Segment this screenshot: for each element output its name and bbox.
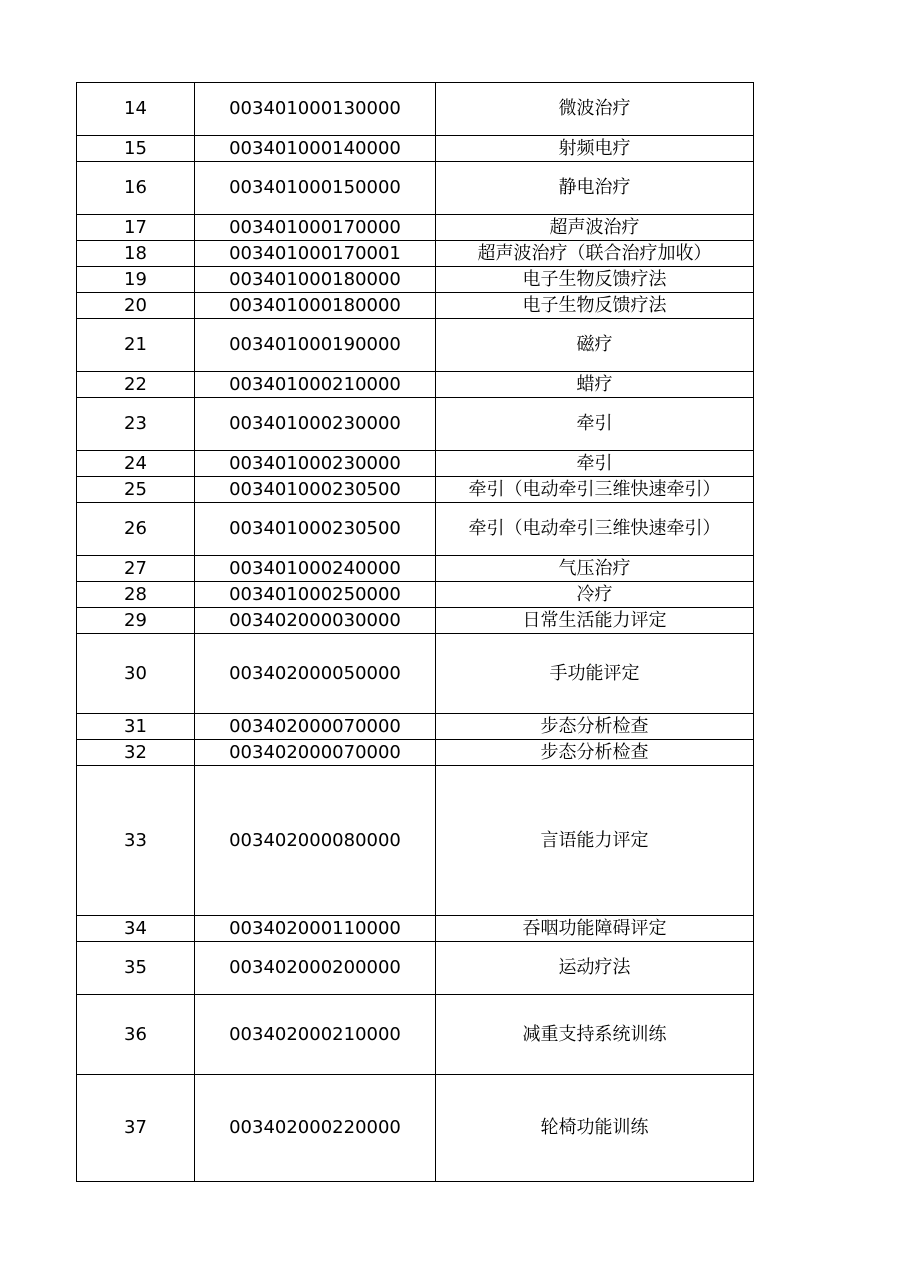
item-name: 牵引 [436, 451, 754, 477]
item-code: 003401000170001 [195, 241, 436, 267]
row-number: 26 [77, 503, 195, 556]
item-code: 003402000070000 [195, 714, 436, 740]
row-number: 16 [77, 162, 195, 215]
table-row [77, 83, 754, 136]
item-name: 蜡疗 [436, 372, 754, 398]
item-name: 减重支持系统训练 [436, 995, 754, 1075]
row-number: 23 [77, 398, 195, 451]
table-row [77, 942, 754, 995]
item-code: 003401000180000 [195, 267, 436, 293]
item-code: 003401000230500 [195, 477, 436, 503]
table-row [77, 740, 754, 766]
row-number: 25 [77, 477, 195, 503]
table-row [77, 293, 754, 319]
item-code: 003401000150000 [195, 162, 436, 215]
procedure-table-body [77, 83, 754, 1182]
item-code: 003401000230000 [195, 451, 436, 477]
table-row [77, 372, 754, 398]
item-name: 微波治疗 [436, 83, 754, 136]
row-number: 15 [77, 136, 195, 162]
item-name: 手功能评定 [436, 634, 754, 714]
table-row [77, 714, 754, 740]
row-number: 33 [77, 766, 195, 916]
item-name: 吞咽功能障碍评定 [436, 916, 754, 942]
item-code: 003402000070000 [195, 740, 436, 766]
item-code: 003401000240000 [195, 556, 436, 582]
row-number: 19 [77, 267, 195, 293]
item-name: 电子生物反馈疗法 [436, 267, 754, 293]
table-row [77, 1075, 754, 1182]
table-row [77, 319, 754, 372]
item-code: 003402000220000 [195, 1075, 436, 1182]
row-number: 35 [77, 942, 195, 995]
row-number: 24 [77, 451, 195, 477]
item-code: 003401000250000 [195, 582, 436, 608]
item-code: 003402000080000 [195, 766, 436, 916]
item-code: 003402000210000 [195, 995, 436, 1075]
item-name: 言语能力评定 [436, 766, 754, 916]
table-row [77, 215, 754, 241]
row-number: 36 [77, 995, 195, 1075]
item-name: 轮椅功能训练 [436, 1075, 754, 1182]
row-number: 18 [77, 241, 195, 267]
item-code: 003401000130000 [195, 83, 436, 136]
table-row [77, 503, 754, 556]
row-number: 29 [77, 608, 195, 634]
table-row [77, 634, 754, 714]
item-name: 磁疗 [436, 319, 754, 372]
item-code: 003401000210000 [195, 372, 436, 398]
item-name: 电子生物反馈疗法 [436, 293, 754, 319]
row-number: 28 [77, 582, 195, 608]
row-number: 20 [77, 293, 195, 319]
row-number: 32 [77, 740, 195, 766]
table-row [77, 267, 754, 293]
row-number: 27 [77, 556, 195, 582]
item-name: 牵引 [436, 398, 754, 451]
item-code: 003402000200000 [195, 942, 436, 995]
item-code: 003401000230000 [195, 398, 436, 451]
item-name: 牵引（电动牵引三维快速牵引） [436, 503, 754, 556]
item-code: 003401000170000 [195, 215, 436, 241]
table-row [77, 477, 754, 503]
row-number: 17 [77, 215, 195, 241]
item-code: 003401000230500 [195, 503, 436, 556]
item-name: 运动疗法 [436, 942, 754, 995]
table-row [77, 241, 754, 267]
item-name: 射频电疗 [436, 136, 754, 162]
item-code: 003401000140000 [195, 136, 436, 162]
item-code: 003402000030000 [195, 608, 436, 634]
row-number: 34 [77, 916, 195, 942]
table-row [77, 608, 754, 634]
table-row [77, 582, 754, 608]
table-container [76, 82, 754, 1182]
table-row [77, 398, 754, 451]
item-name: 日常生活能力评定 [436, 608, 754, 634]
procedure-table [76, 82, 754, 1182]
row-number: 37 [77, 1075, 195, 1182]
item-name: 牵引（电动牵引三维快速牵引） [436, 477, 754, 503]
item-name: 静电治疗 [436, 162, 754, 215]
row-number: 21 [77, 319, 195, 372]
table-row [77, 162, 754, 215]
table-row [77, 451, 754, 477]
table-row [77, 766, 754, 916]
table-row [77, 136, 754, 162]
item-code: 003401000180000 [195, 293, 436, 319]
item-name: 冷疗 [436, 582, 754, 608]
item-code: 003401000190000 [195, 319, 436, 372]
item-name: 步态分析检查 [436, 714, 754, 740]
item-name: 步态分析检查 [436, 740, 754, 766]
row-number: 31 [77, 714, 195, 740]
row-number: 30 [77, 634, 195, 714]
item-name: 气压治疗 [436, 556, 754, 582]
item-code: 003402000050000 [195, 634, 436, 714]
table-row [77, 556, 754, 582]
item-name: 超声波治疗 [436, 215, 754, 241]
item-name: 超声波治疗（联合治疗加收） [436, 241, 754, 267]
row-number: 22 [77, 372, 195, 398]
item-code: 003402000110000 [195, 916, 436, 942]
table-row [77, 995, 754, 1075]
row-number: 14 [77, 83, 195, 136]
table-row [77, 916, 754, 942]
